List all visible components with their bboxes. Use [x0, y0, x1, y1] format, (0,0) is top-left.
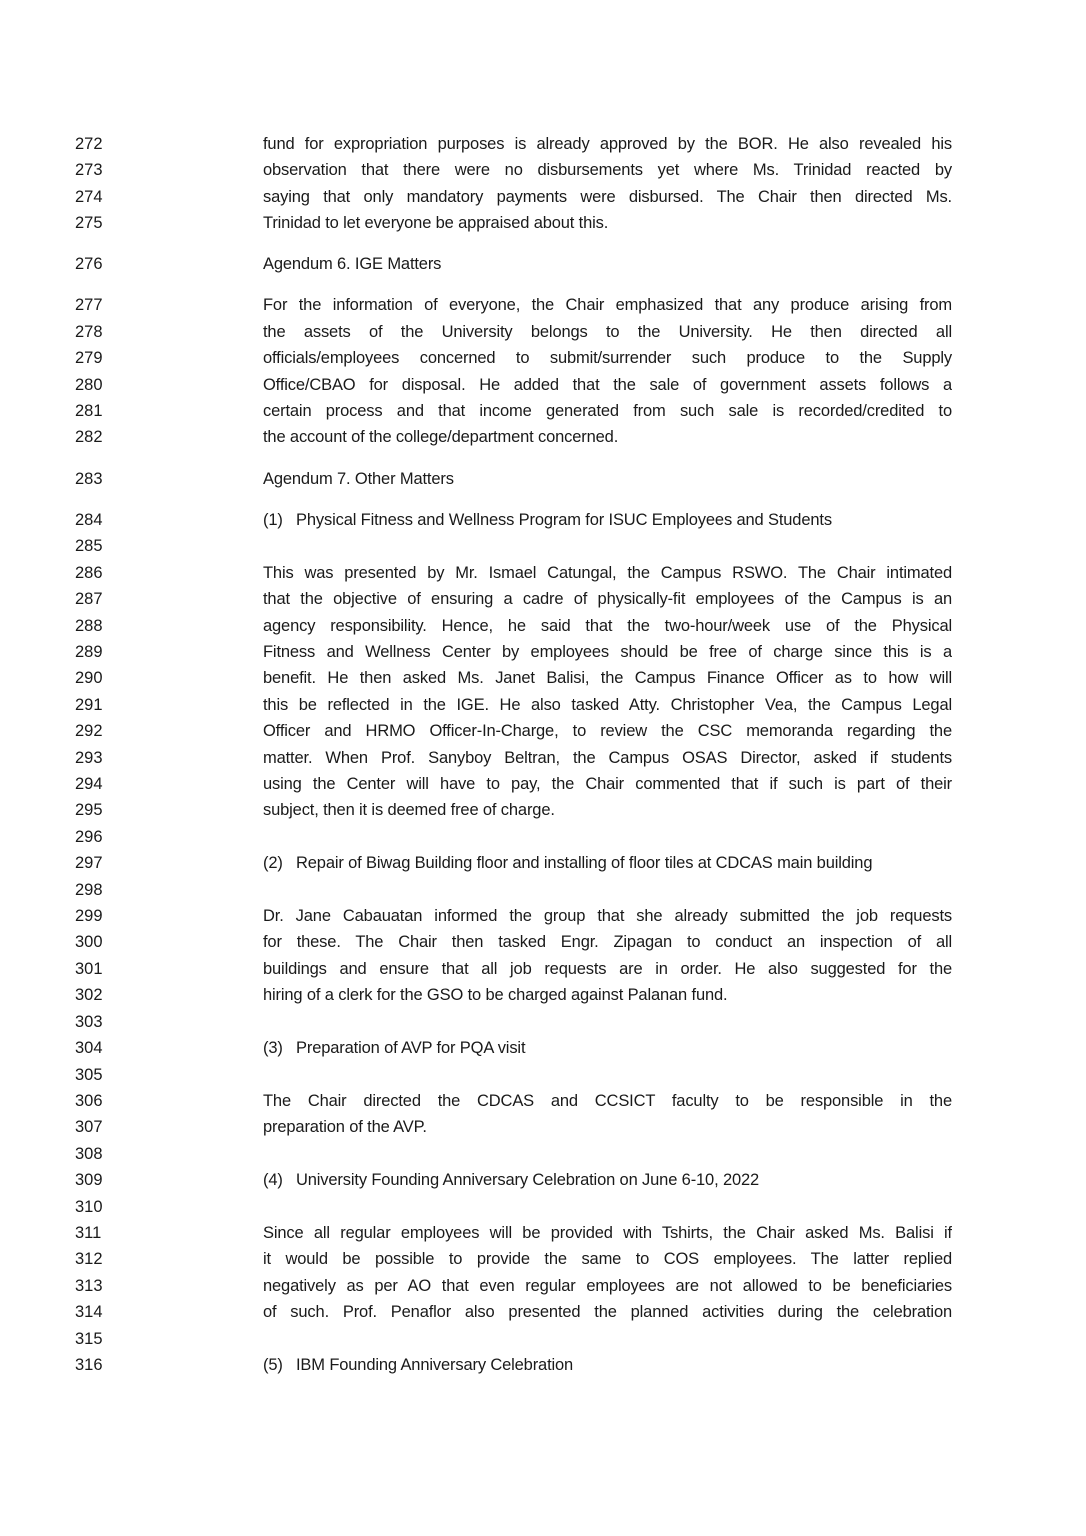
document-line: [0, 956, 1086, 982]
line-number: 305: [75, 1066, 103, 1084]
line-number: 274: [75, 188, 103, 206]
document-line: [0, 372, 1086, 398]
document-line: [0, 1246, 1086, 1272]
line-number: 299: [75, 907, 103, 925]
document-line: [0, 1062, 1086, 1088]
line-number: 295: [75, 801, 103, 819]
line-text: saying that only mandatory payments were disbursed. The Chair then directed Ms.: [263, 188, 952, 206]
line-text: of such. Prof. Penaflor also presented the planned activities during the celebration: [263, 1303, 952, 1321]
item-number: (5): [263, 1356, 283, 1374]
document-line: [0, 613, 1086, 639]
document-line: [0, 210, 1086, 236]
document-line: [0, 665, 1086, 691]
line-number: 272: [75, 135, 103, 153]
line-number: 306: [75, 1092, 103, 1110]
item-title: IBM Founding Anniversary Celebration: [296, 1356, 574, 1374]
item-title: University Founding Anniversary Celebration on June 6-10, 2022: [296, 1171, 760, 1189]
line-text: the assets of the University belongs to the University. He then directed all: [263, 323, 952, 341]
line-number: 286: [75, 564, 103, 582]
document-line: [0, 466, 1086, 492]
line-text: buildings and ensure that all job requests are in order. He also suggested for the: [263, 960, 952, 978]
document-line: [0, 745, 1086, 771]
line-number: 313: [75, 1277, 103, 1295]
line-number: 293: [75, 749, 103, 767]
line-text: agency responsibility. Hence, he said that the two-hour/week use of the Physical: [263, 617, 952, 635]
document-line: [0, 157, 1086, 183]
document-line: [0, 131, 1086, 157]
document-line: [0, 533, 1086, 559]
line-number: 310: [75, 1198, 103, 1216]
document-line: [0, 639, 1086, 665]
line-text: Since all regular employees will be provided with Tshirts, the Chair asked Ms. Balisi if: [263, 1224, 952, 1242]
document-line: [0, 1326, 1086, 1352]
line-text: Agendum 6. IGE Matters: [263, 255, 442, 273]
line-number: 302: [75, 986, 103, 1004]
line-text: Agendum 7. Other Matters: [263, 470, 454, 488]
line-number: 307: [75, 1118, 103, 1136]
item-number: (4): [263, 1171, 283, 1189]
line-number: 316: [75, 1356, 103, 1374]
document-line: [0, 1220, 1086, 1246]
document-line: [0, 797, 1086, 823]
line-number: 298: [75, 881, 103, 899]
line-text: observation that there were no disbursements yet where Ms. Trinidad reacted by: [263, 161, 952, 179]
line-number: 315: [75, 1330, 103, 1348]
line-text: For the information of everyone, the Chair emphasized that any produce arising from: [263, 296, 952, 314]
line-number: 308: [75, 1145, 103, 1163]
document-line: [0, 184, 1086, 210]
line-number: 273: [75, 161, 103, 179]
line-text: This was presented by Mr. Ismael Catungal, the Campus RSWO. The Chair intimated: [263, 564, 952, 582]
line-text: Officer and HRMO Officer-In-Charge, to review the CSC memoranda regarding the: [263, 722, 952, 740]
document-line: [0, 398, 1086, 424]
line-text: Office/CBAO for disposal. He added that the sale of government assets follows a: [263, 376, 952, 394]
document-line: [0, 1114, 1086, 1140]
line-text: Fitness and Wellness Center by employees should be free of charge since this is a: [263, 643, 952, 661]
line-text: fund for expropriation purposes is already approved by the BOR. He also revealed his: [263, 135, 952, 153]
document-line: [0, 692, 1086, 718]
line-number: 301: [75, 960, 103, 978]
line-text: the account of the college/department concerned.: [263, 428, 619, 446]
line-number: 279: [75, 349, 103, 367]
document-line: [0, 507, 1086, 533]
line-number: 277: [75, 296, 103, 314]
agenda-subitem-heading: [263, 850, 952, 876]
document-line: [0, 1088, 1086, 1114]
line-number: 275: [75, 214, 103, 232]
line-text: Trinidad to let everyone be appraised about this.: [263, 214, 609, 232]
document-line: [0, 877, 1086, 903]
document-line: [0, 1299, 1086, 1325]
item-title: Repair of Biwag Building floor and installing of floor tiles at CDCAS main building: [296, 854, 873, 872]
line-number: 294: [75, 775, 103, 793]
line-number: 278: [75, 323, 103, 341]
line-number: 290: [75, 669, 103, 687]
line-text: hiring of a clerk for the GSO to be charged against Palanan fund.: [263, 986, 728, 1004]
line-text: negatively as per AO that even regular employees are not allowed to be beneficiaries: [263, 1277, 952, 1295]
document-line: [0, 560, 1086, 586]
line-text: it would be possible to provide the same to COS employees. The latter replied: [263, 1250, 952, 1268]
document-line: [0, 292, 1086, 318]
line-text: this be reflected in the IGE. He also tasked Atty. Christopher Vea, the Campus Legal: [263, 696, 952, 714]
line-number: 304: [75, 1039, 103, 1057]
document-line: [0, 1009, 1086, 1035]
agenda-subitem-heading: [263, 507, 952, 533]
line-number: 285: [75, 537, 103, 555]
line-number: 311: [75, 1224, 102, 1242]
line-text: preparation of the AVP.: [263, 1118, 427, 1136]
item-number: (2): [263, 854, 283, 872]
line-text: matter. When Prof. Sanyboy Beltran, the Campus OSAS Director, asked if students: [263, 749, 952, 767]
line-text: benefit. He then asked Ms. Janet Balisi, the Campus Finance Officer as to how will: [263, 669, 952, 687]
line-number: 280: [75, 376, 103, 394]
line-number: 287: [75, 590, 103, 608]
document-line: [0, 929, 1086, 955]
line-text: subject, then it is deemed free of charge.: [263, 801, 555, 819]
line-number: 297: [75, 854, 103, 872]
item-number: (1): [263, 511, 283, 529]
item-title: Preparation of AVP for PQA visit: [296, 1039, 526, 1057]
line-text: The Chair directed the CDCAS and CCSICT faculty to be responsible in the: [263, 1092, 952, 1110]
document-line: [0, 1352, 1086, 1378]
document-line: [0, 319, 1086, 345]
line-number: 300: [75, 933, 103, 951]
document-line: [0, 1273, 1086, 1299]
line-text: officials/employees concerned to submit/surrender such produce to the Supply: [263, 349, 952, 367]
line-number: 309: [75, 1171, 103, 1189]
line-number: 291: [75, 696, 103, 714]
line-number: 296: [75, 828, 103, 846]
document-line: [0, 1035, 1086, 1061]
document-line: [0, 1194, 1086, 1220]
document-line: [0, 586, 1086, 612]
document-line: [0, 251, 1086, 277]
line-text: for these. The Chair then tasked Engr. Zipagan to conduct an inspection of all: [263, 933, 952, 951]
document-line: [0, 1141, 1086, 1167]
line-number: 292: [75, 722, 103, 740]
line-number: 276: [75, 255, 103, 273]
line-number: 312: [75, 1250, 103, 1268]
document-line: [0, 982, 1086, 1008]
document-line: [0, 850, 1086, 876]
line-number: 314: [75, 1303, 103, 1321]
item-title: Physical Fitness and Wellness Program for ISUC Employees and Students: [296, 511, 832, 529]
line-text: certain process and that income generated from such sale is recorded/credited to: [263, 402, 952, 420]
document-line: [0, 345, 1086, 371]
line-number: 303: [75, 1013, 103, 1031]
line-number: 288: [75, 617, 103, 635]
document-line: [0, 1167, 1086, 1193]
line-text: Dr. Jane Cabauatan informed the group that she already submitted the job requests: [263, 907, 952, 925]
agenda-subitem-heading: [263, 1035, 952, 1061]
agenda-subitem-heading: [263, 1167, 952, 1193]
document-line: [0, 424, 1086, 450]
line-text: that the objective of ensuring a cadre of physically-fit employees of the Campus is an: [263, 590, 952, 608]
document-line: [0, 903, 1086, 929]
line-number: 283: [75, 470, 103, 488]
agenda-subitem-heading: [263, 1352, 952, 1378]
line-number: 281: [75, 402, 103, 420]
document-line: [0, 771, 1086, 797]
line-number: 289: [75, 643, 103, 661]
document-line: [0, 718, 1086, 744]
document-line: [0, 824, 1086, 850]
line-number: 282: [75, 428, 103, 446]
item-number: (3): [263, 1039, 283, 1057]
line-number: 284: [75, 511, 103, 529]
line-text: using the Center will have to pay, the Chair commented that if such is part of their: [263, 775, 952, 793]
